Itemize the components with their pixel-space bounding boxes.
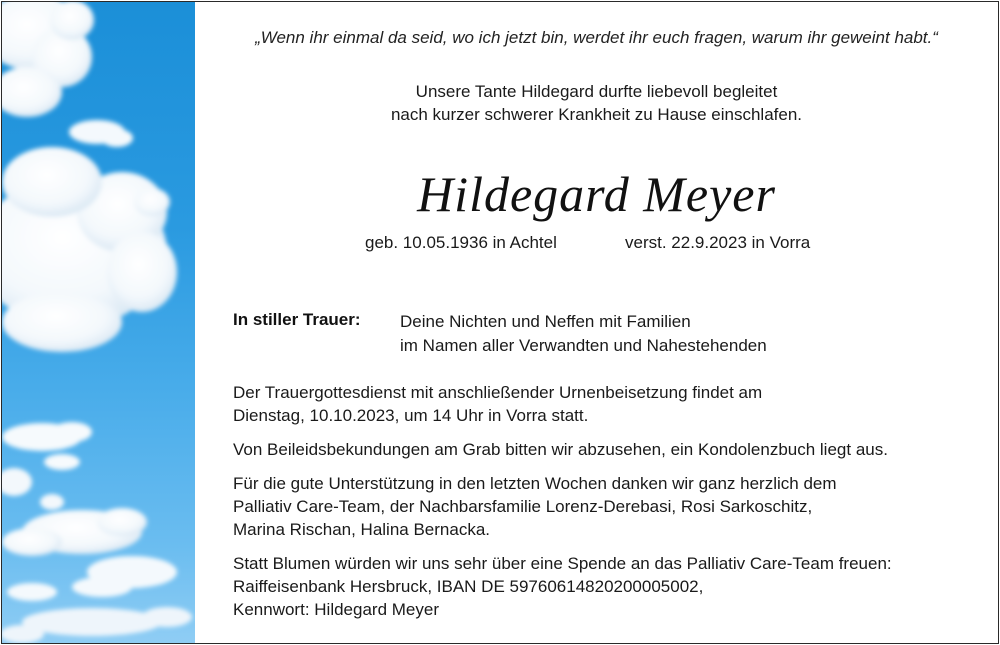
obituary-card — [1, 1, 999, 644]
service-paragraph — [233, 381, 993, 427]
cloud-lower-1 — [2, 422, 92, 470]
cloud-lower-4 — [7, 556, 177, 601]
condolences-line: Von Beileidsbekundungen am Grab bitten wir abzusehen, ein Kondolenzbuch liegt aus. — [233, 440, 888, 459]
sky-clouds-image — [2, 2, 195, 643]
donation-line: Kennwort: Hildegard Meyer — [233, 600, 439, 619]
service-line: Dienstag, 10.10.2023, um 14 Uhr in Vorra statt. — [233, 406, 589, 425]
clouds-illustration — [2, 2, 195, 643]
cloud-top — [2, 2, 94, 117]
thanks-line: Für die gute Unterstützung in den letzten Wochen danken wir ganz herzlich dem — [233, 474, 837, 493]
intro-text — [195, 80, 998, 126]
cloud-small — [69, 120, 133, 147]
deceased-name: Hildegard Meyer — [417, 166, 776, 222]
birth-date: geb. 10.05.1936 in Achtel — [365, 233, 557, 252]
donation-line: Raiffeisenbank Hersbruck, IBAN DE 59760614820200005002, — [233, 577, 704, 596]
donation-line: Statt Blumen würden wir uns sehr über eine Spende an das Palliativ Care-Team freuen: — [233, 554, 892, 573]
obituary-content — [195, 2, 998, 643]
donation-paragraph — [233, 552, 993, 621]
cloud-lower-3 — [2, 508, 147, 556]
cloud-large — [2, 147, 177, 352]
intro-line: Unsere Tante Hildegard durfte liebevoll begleitet — [415, 82, 778, 101]
condolences-paragraph — [233, 438, 993, 461]
thanks-paragraph — [233, 472, 993, 541]
mourners-line: im Namen aller Verwandten und Nahestehenden — [400, 336, 767, 355]
service-line: Der Trauergottesdienst mit anschließender Urnenbeisetzung findet am — [233, 383, 763, 402]
mourning-label: In stiller Trauer: — [233, 310, 361, 329]
quote: „Wenn ihr einmal da seid, wo ich jetzt bin, werdet ihr euch fragen, warum ihr geweint habt.“ — [255, 28, 938, 47]
cloud-lower-5 — [2, 607, 192, 643]
intro-line: nach kurzer schwerer Krankheit zu Hause einschlafen. — [390, 105, 803, 124]
death-date: verst. 22.9.2023 in Vorra — [625, 233, 811, 252]
thanks-line: Palliativ Care-Team, der Nachbarsfamilie Lorenz-Derebasi, Rosi Sarkoschitz, — [233, 497, 813, 516]
mourners — [400, 310, 767, 358]
mourners-line: Deine Nichten und Neffen mit Familien — [400, 312, 691, 331]
thanks-line: Marina Rischan, Halina Bernacka. — [233, 520, 491, 539]
cloud-lower-2 — [2, 468, 64, 510]
